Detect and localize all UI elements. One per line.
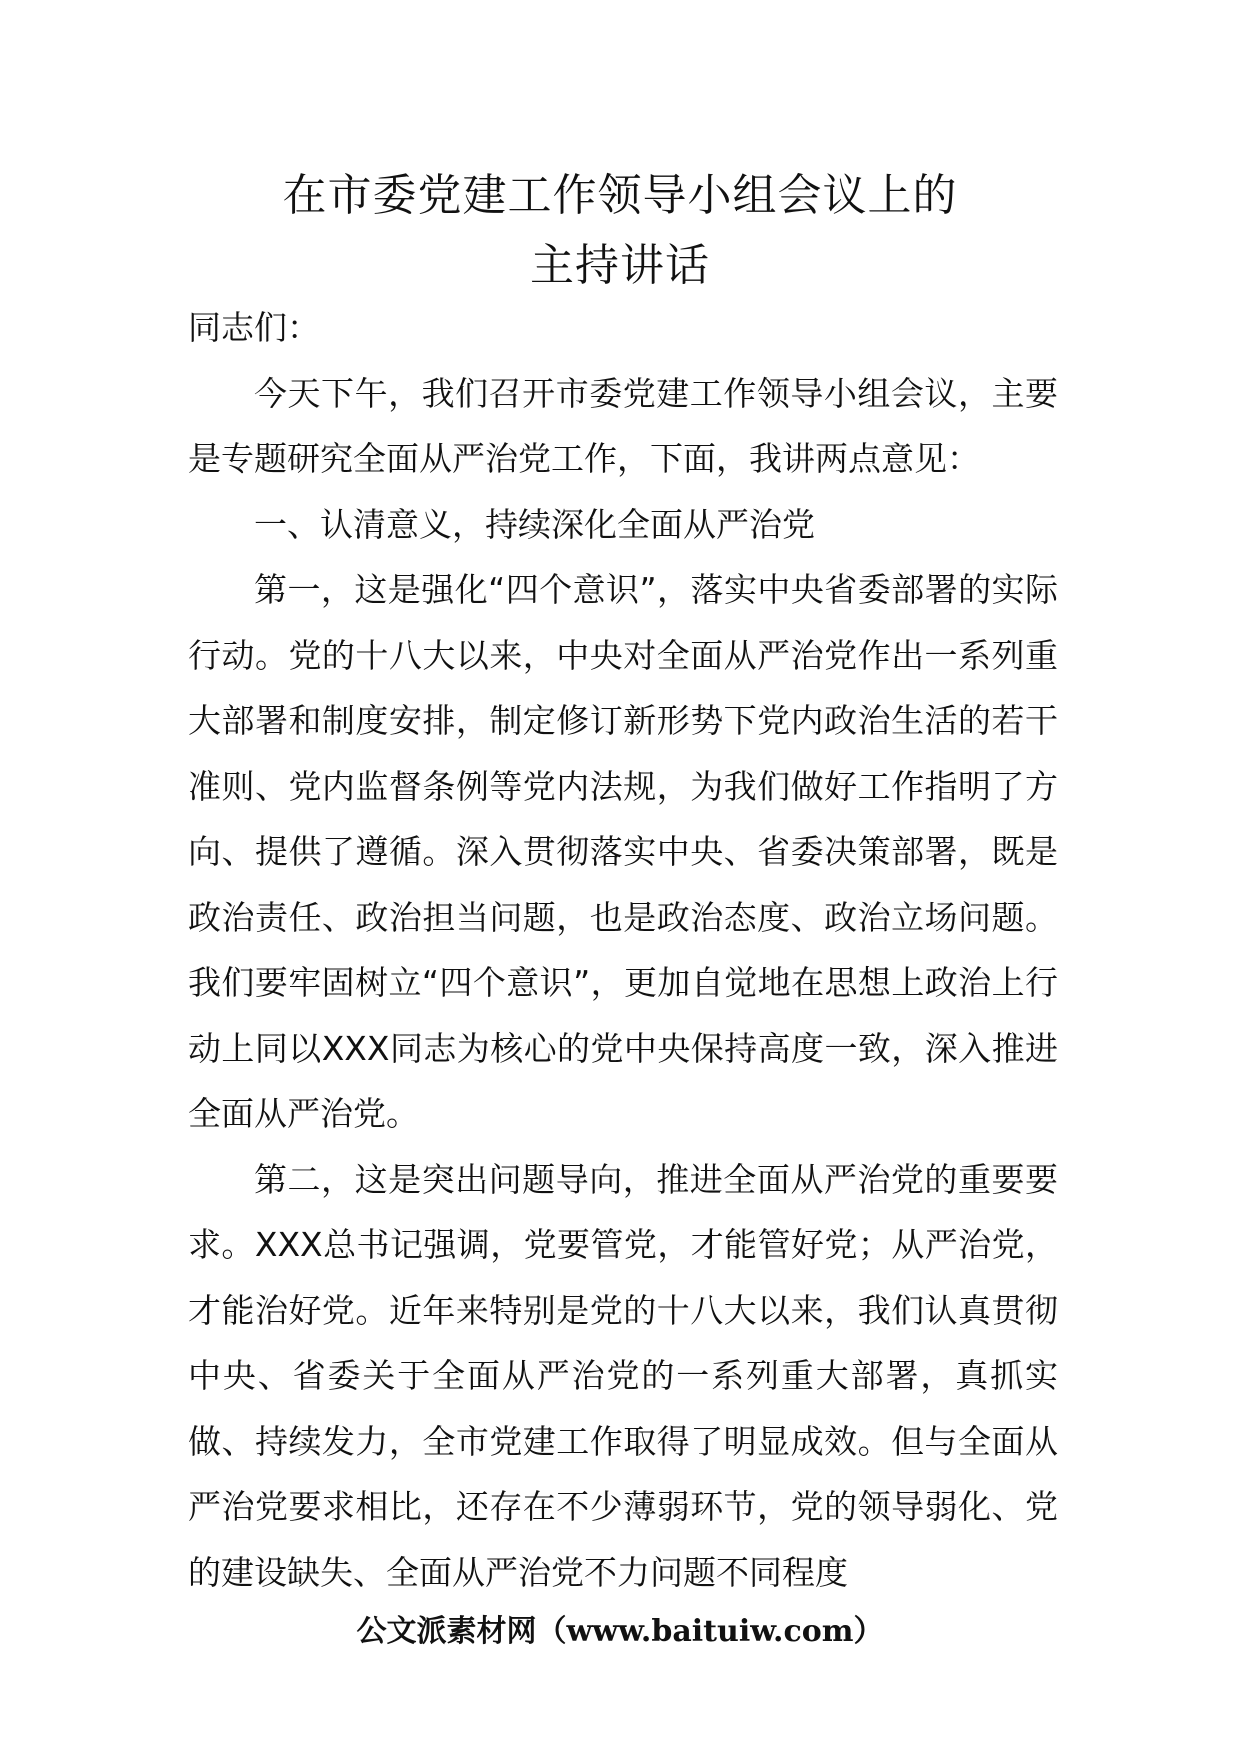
document-title-line1: 在市委党建工作领导小组会议上的 — [282, 170, 958, 221]
document-title-line2: 主持讲话 — [530, 240, 710, 291]
paragraph-second-point: 第二，这是突出问题导向，推进全面从严治党的重要要求。XXX总书记强调，党要管党，才能管好党；从严治党，才能治好党。近年来特别是党的十八大以来，我们认真贯彻中央、省委关于全面从严治党的一系列重大部署，真抓实做、持续发力，全市党建工作取得了明显成效。但与全面从严治党要求相比，还存在不少薄弱环节，党的领导弱化、党的建设缺失、全面从严治党不力问题不同程度 — [188, 1159, 1058, 1592]
document-body — [188, 295, 1058, 1605]
salutation: 同志们： — [188, 308, 320, 347]
paragraph-first-point: 第一，这是强化“四个意识”，落实中央省委部署的实际行动。党的十八大以来，中央对全面从严治党作出一系列重大部署和制度安排，制定修订新形势下党内政治生活的若干准则、党内监督条例等党内法规，为我们做好工作指明了方向、提供了遵循。深入贯彻落实中央、省委决策部署，既是政治责任、政治担当问题，也是政治态度、政治立场问题。我们要牢固树立“四个意识”，更加自觉地在思想上政治上行动上同以XXX同志为核心的党中央保持高度一致，深入推进全面从严治党。 — [188, 570, 1058, 1133]
paragraph-intro: 今天下午，我们召开市委党建工作领导小组会议，主要是专题研究全面从严治党工作，下面，我讲两点意见： — [188, 373, 1058, 478]
footer-watermark: 公文派素材网（www.baituiw.com） — [356, 1614, 884, 1649]
section-heading-1: 一、认清意义，持续深化全面从严治党 — [254, 504, 815, 544]
